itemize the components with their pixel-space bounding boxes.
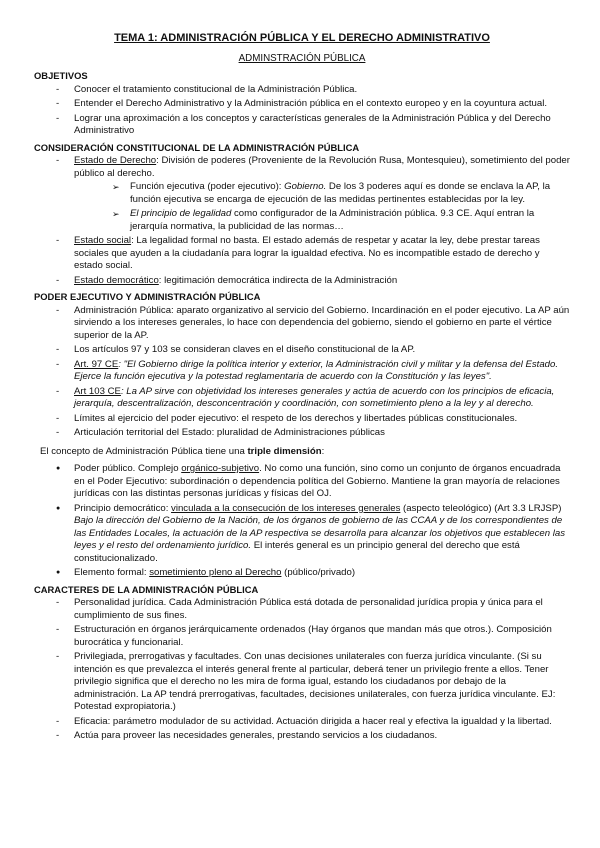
text: El interés general es un principio general del derecho que está constitucionalizado. (74, 540, 520, 564)
term-sometimiento-derecho: sometimiento pleno al Derecho (149, 567, 282, 578)
list-item: - Personalidad jurídica. Cada Administración Pública está dotada de personalidad jurídica propia y única para el cumplimiento de sus fines. (34, 597, 570, 622)
term-triple-dimension: triple dimensión (247, 445, 322, 457)
text: De los 3 poderes aquí es donde se enclava la AP, la función ejecutiva se encarga de ejecución de las medidas pertinentes establecidas por la ley. (130, 181, 551, 205)
list-item: - Los artículos 97 y 103 se consideran claves en el diseño constitucional de la AP. (34, 344, 570, 357)
term-organico-subjetivo: orgánico-subjetivo (181, 463, 260, 474)
list-item: - Lograr una aproximación a los conceptos y características generales de la Administración Pública y del Derecho Administrativo (34, 113, 570, 138)
list-item-estado-derecho (34, 155, 570, 233)
section-heading-caracteres: CARACTERES DE LA ADMINISTRACIÓN PÚBLICA (34, 583, 259, 595)
sub-item-principio-legalidad (74, 208, 570, 233)
text: : "El Gobierno dirige la política interior y exterior, la Administración civil y militar y la defensa del Estado. Ejerce la función ejecutiva y la potestad reglamentaria de acuerdo con la Constitución y las leyes". (74, 358, 559, 382)
term-estado-social: Estado social (74, 235, 132, 246)
text: (aspecto teleológico) (Art 3.3 LRJSP) (400, 502, 562, 514)
text: : La legalidad formal no basta. El estado además de respetar y acatar la ley, debe prestar tareas sociales que ayuden a la ciudadanía para lograr la igualdad efectiva. No es incompatible estado de derecho y estado social. (74, 235, 540, 271)
text: : División de poderes (Proveniente de la Revolución Rusa, Montesquieu), sometimiento del poder público al derecho. (74, 155, 570, 179)
list-item: - Estructuración en órganos jerárquicamente ordenados (Hay órganos que mandan más que otros.). Composición burocrática y funcionarial. (34, 624, 570, 649)
consideracion-list (34, 155, 570, 287)
section-heading-consideracion: CONSIDERACIÓN CONSTITUCIONAL DE LA ADMINISTRACIÓN PÚBLICA (34, 141, 360, 153)
sub-item-funcion-ejecutiva (74, 181, 570, 206)
text: como configurador de la Administración pública. 9.3 CE. Aquí entran la jerarquía normativa, la publicidad de las normas… (130, 208, 535, 232)
term-estado-derecho: Estado de Derecho (74, 155, 157, 166)
list-item: - Privilegiada, prerrogativas y facultades. Con unas decisiones unilaterales con fuerza jurídica vinculante. (Si su intención es que prevalezca el interés general frente al particular, deberá tener un privilegio frente a ellos. Tener privilegio significa que el derecho no les mira de forma igual, estando los ciudadanos por debajo de la administración. La AP tendrá prerrogativas, facultades, decisiones unilaterales, con fuerza jurídica vinculante. EJ: Potestad expropiatoria.) (34, 651, 570, 714)
list-item: - Límites al ejercicio del poder ejecutivo: el respeto de los derechos y libertades públicas constitucionales. (34, 413, 570, 426)
list-item-estado-democratico (34, 275, 570, 288)
list-item-art97 (34, 359, 570, 384)
text: : (321, 445, 325, 457)
text: : La AP sirve con objetividad los intereses generales y actúa de acuerdo con los principios de eficacia, jerarquía, descentralización, desconcentración y coordinación, con sometimiento pleno a la ley y al derecho. (74, 385, 555, 409)
text: Poder público. Complejo (74, 463, 182, 474)
list-item: - Administración Pública: aparato organizativo al servicio del Gobierno. Incardinación en el poder ejecutivo. La AP aún sirviendo a los intereses generales, lo hace con dependencia del gobierno, siendo el gobierno en parte el vértice superior de la AP. (34, 305, 570, 343)
text: (público/privado) (281, 567, 356, 578)
term-estado-democratico: Estado democrático (74, 274, 159, 286)
objetivos-list (34, 84, 570, 138)
list-item-estado-social (34, 235, 570, 273)
concepto-list (34, 463, 570, 580)
caracteres-list (34, 597, 570, 743)
estado-derecho-sublist (74, 181, 570, 233)
list-item-principio-democratico (34, 503, 570, 566)
text: : legitimación democrática indirecta de la Administración (158, 274, 398, 286)
list-item: - Conocer el tratamiento constitucional de la Administración Pública. (34, 84, 570, 97)
term-gobierno: Gobierno. (284, 181, 327, 192)
term-art103: Art 103 CE (74, 385, 121, 397)
document-title: TEMA 1: ADMINISTRACIÓN PÚBLICA Y EL DERECHO ADMINISTRATIVO (114, 32, 490, 44)
list-item: - Articulación territorial del Estado: pluralidad de Administraciones públicas (34, 427, 570, 440)
list-item: - Actúa para proveer las necesidades generales, prestando servicios a los ciudadanos. (34, 730, 570, 743)
text: . No como una función, sino como un conjunto de órganos encuadrada en el Poder Ejecutivo: subordinación o dependencia política del Gobierno. Mantiene la gran mayoría de relaciones jurídicas con las distintas personas jurídicas y físicas del OJ. (74, 463, 561, 499)
term-art97: Art. 97 CE (74, 358, 119, 370)
term-intereses-generales: vinculada a la consecución de los intereses generales (171, 502, 401, 514)
text: Función ejecutiva (poder ejecutivo): (130, 181, 285, 192)
text: El concepto de Administración Pública tiene una (40, 445, 248, 457)
text: Elemento formal: (74, 567, 150, 578)
list-item-elemento-formal (34, 567, 570, 580)
text: Principio democrático: (74, 502, 172, 514)
poder-list (34, 305, 570, 440)
text-quote: Bajo la dirección del Gobierno de la Nación, de los órganos de gobierno de las CCAA y de los correspondientes de las Entidades Locales, la actuación de la AP respectiva se desarrolla para alcanzar los objetivos que establecen las leyes y el resto del ordenamiento jurídico. (74, 515, 565, 551)
document-subtitle: ADMINSTRACIÓN PÚBLICA (238, 52, 366, 64)
list-item: - Eficacia: parámetro modulador de su actividad. Actuación dirigida a hacer real y efectiva la igualdad y la libertad. (34, 716, 570, 729)
list-item-art103 (34, 386, 570, 411)
list-item: - Entender el Derecho Administrativo y la Administración pública en el contexto europeo y en la coyuntura actual. (34, 98, 570, 111)
section-heading-objetivos: OBJETIVOS (34, 70, 88, 81)
term-principio-legalidad: El principio de legalidad (130, 208, 232, 219)
concepto-intro (40, 446, 570, 459)
section-heading-poder-ejecutivo: PODER EJECUTIVO Y ADMINISTRACIÓN PÚBLICA (34, 291, 261, 302)
list-item-poder-publico (34, 463, 570, 501)
